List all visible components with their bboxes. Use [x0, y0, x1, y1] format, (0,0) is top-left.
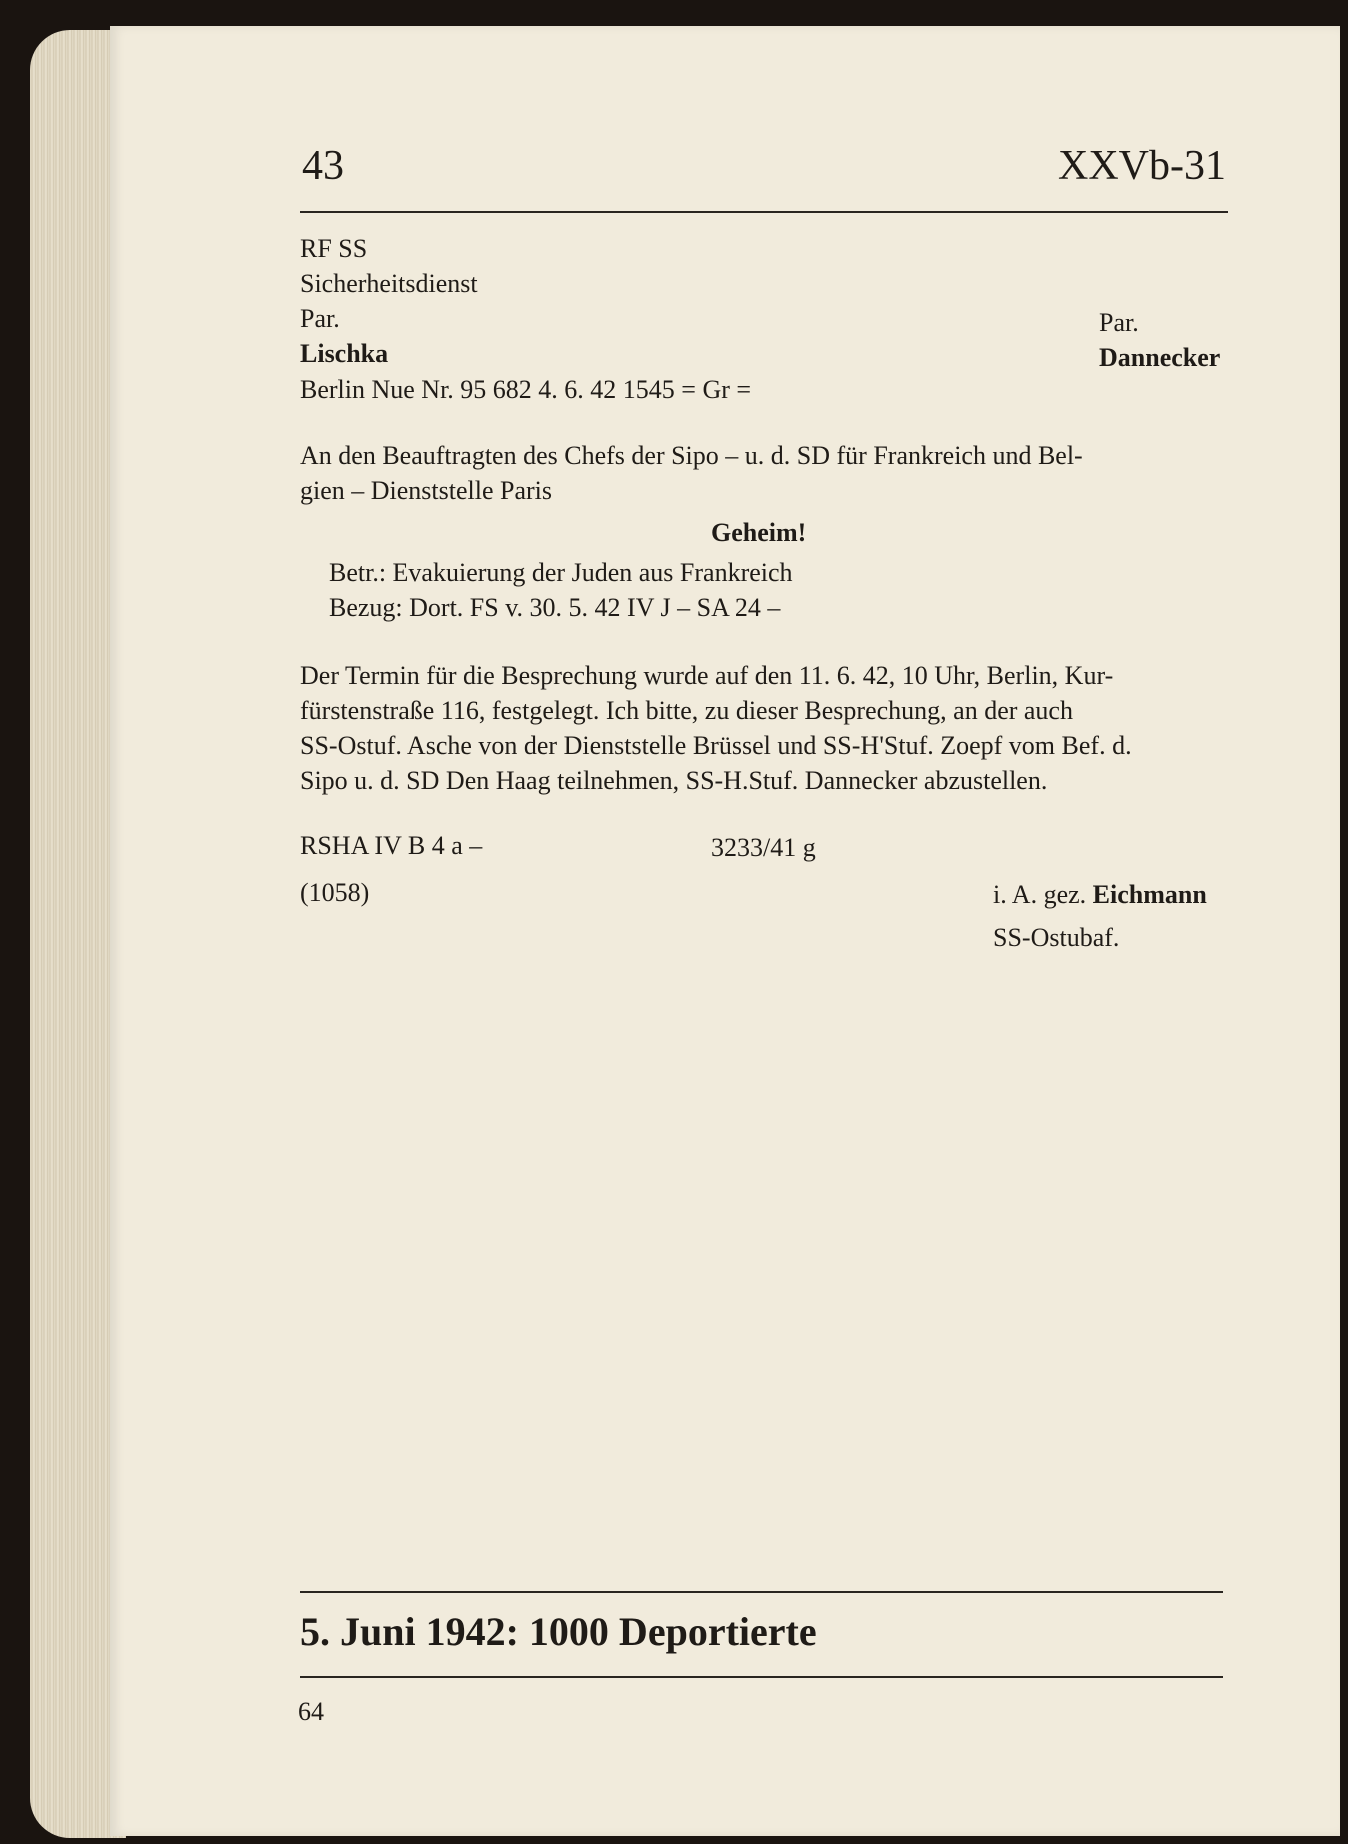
- signature-name: Eichmann: [1092, 880, 1207, 909]
- book-page: [110, 26, 1340, 1836]
- sender-line-2: Sicherheitsdienst: [300, 269, 478, 298]
- office-reference: RSHA IV B 4 a –: [300, 831, 483, 860]
- header-rule: [300, 211, 1228, 213]
- body-line-1: Der Termin für die Besprechung wurde auf den 11. 6. 42, 10 Uhr, Berlin, Kur-: [300, 661, 1114, 690]
- subject-bezug: Bezug: Dort. FS v. 30. 5. 42 IV J – SA 24 –: [329, 593, 781, 622]
- sender-name-right: Dannecker: [1099, 343, 1221, 372]
- body-line-2: fürstenstraße 116, festgelegt. Ich bitte, zu dieser Besprechung, an der auch: [300, 696, 1073, 725]
- signature-prefix: i. A. gez.: [993, 880, 1087, 909]
- section-rule-bottom: [300, 1676, 1223, 1678]
- sender-line-1: RF SS: [300, 234, 368, 263]
- signature-line: [993, 878, 1207, 912]
- address-line-1: An den Beauftragten des Chefs der Sipo – u. d. SD für Frankreich und Bel-: [300, 441, 1083, 470]
- sender-name-left: Lischka: [300, 339, 389, 368]
- body-line-3: SS-Ostuf. Asche von der Dienststelle Brüssel und SS-H'Stuf. Zoepf vom Bef. d.: [300, 731, 1132, 760]
- address-line-2: gien – Dienststelle Paris: [300, 476, 553, 505]
- document-number: 43: [302, 143, 344, 189]
- section-heading: 5. Juni 1942: 1000 Deportierte: [300, 1609, 817, 1654]
- subject-betr: Betr.: Evakuierung der Juden aus Frankreich: [329, 558, 793, 587]
- archive-number: (1058): [300, 878, 370, 907]
- section-rule-top: [300, 1591, 1223, 1593]
- document-code: XXVb-31: [1058, 143, 1226, 189]
- file-reference: 3233/41 g: [711, 833, 816, 862]
- page-number: 64: [298, 1697, 324, 1726]
- sender-par-right: Par.: [1099, 308, 1139, 337]
- signatory-rank: SS-Ostubaf.: [993, 923, 1120, 952]
- sender-par-left: Par.: [300, 304, 340, 333]
- classification: Geheim!: [711, 518, 807, 547]
- transmission-line: Berlin Nue Nr. 95 682 4. 6. 42 1545 = Gr =: [300, 375, 752, 404]
- body-line-4: Sipo u. d. SD Den Haag teilnehmen, SS-H.Stuf. Dannecker abzustellen.: [300, 766, 1048, 795]
